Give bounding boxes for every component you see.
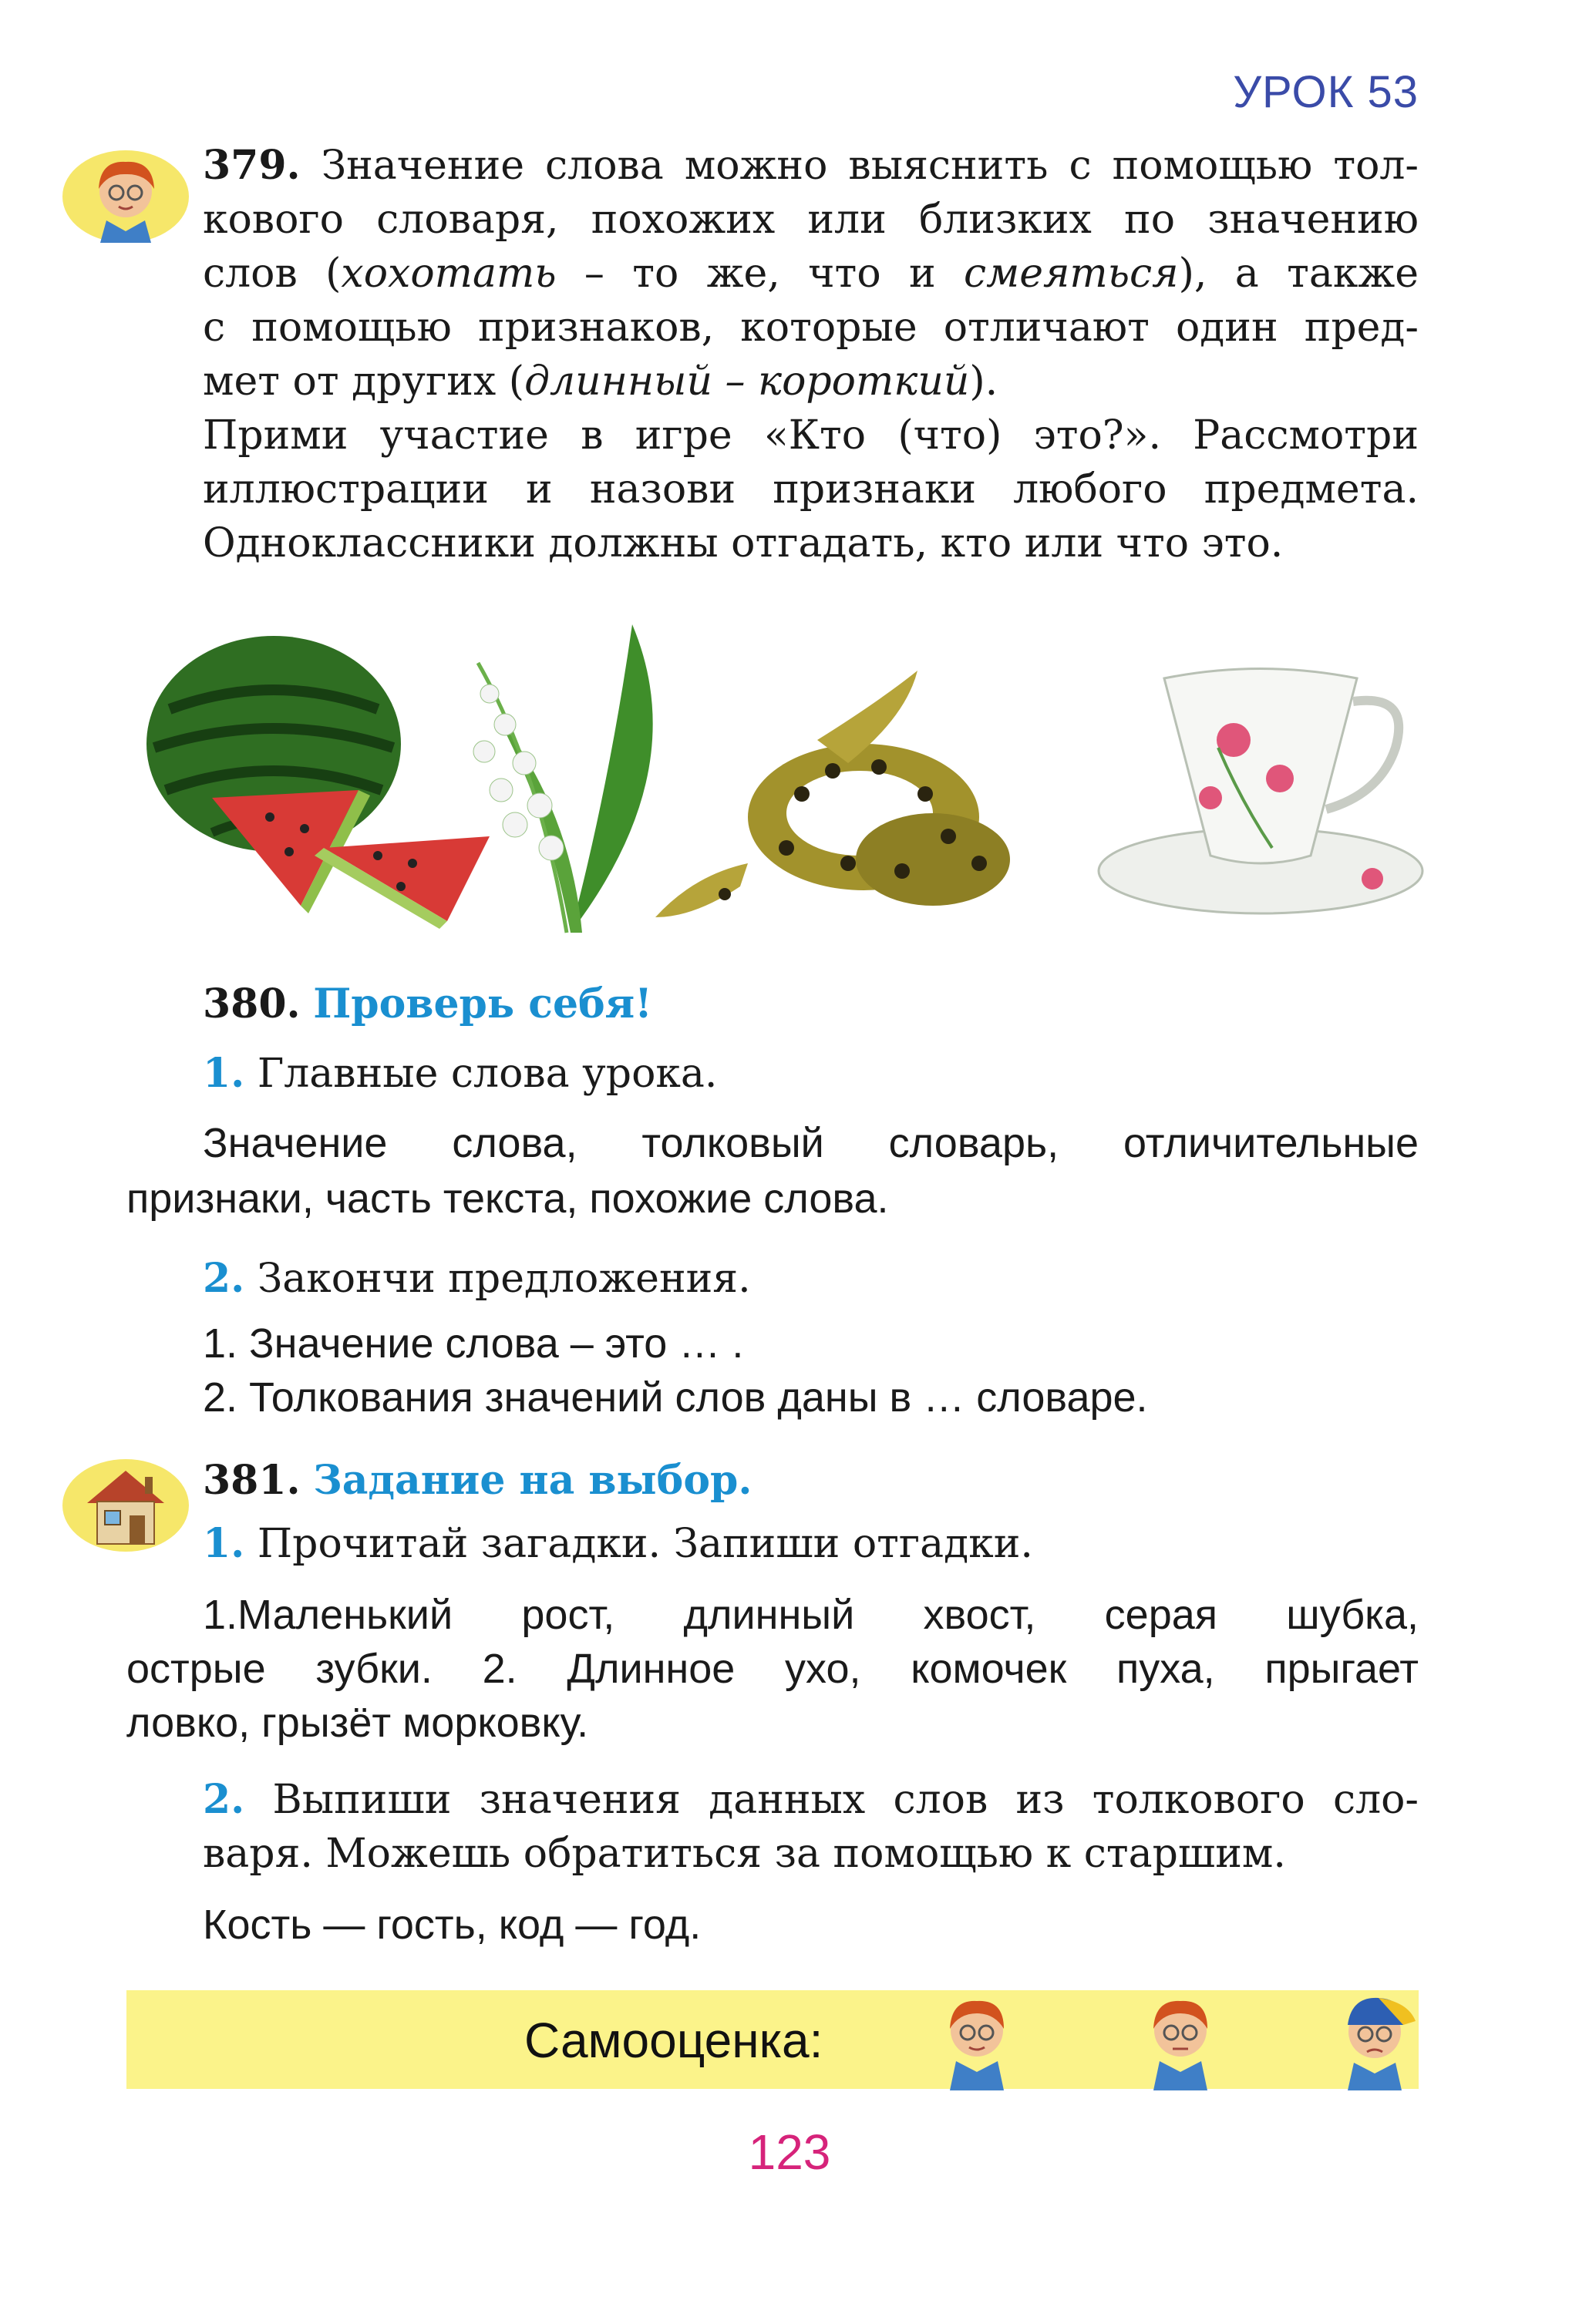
ex379-line-2: кового словаря, похожих или близких по значению (203, 197, 1419, 243)
ex381-task2-line-1: 2. Выпиши значения данных слов из толкового сло- (203, 1776, 1419, 1823)
boy-character-icon (60, 146, 191, 247)
boy-face-icon[interactable] (934, 1990, 1019, 2090)
ex379-line-1: 379. Значение слова можно выяснить с помощью тол- (203, 142, 1419, 189)
ex379-line-5: мет от других (длинный – короткий). (203, 358, 998, 405)
boy-with-cap-icon[interactable] (1332, 1990, 1417, 2090)
ex379-line-4: с помощью признаков, которые отличают один пред- (203, 304, 1419, 351)
ex379-line-3: слов (хохотать – то же, что и смеяться), а также (203, 251, 1419, 297)
lesson-title: УРОК 53 (1233, 67, 1419, 117)
ex379-number: 379. (203, 142, 301, 189)
self-assessment-label: Самооценка: (524, 2013, 823, 2068)
ex381-riddle-line-2: острые зубки. 2. Длинное ухо, комочек пуха, прыгает (126, 1646, 1419, 1692)
ex379-line-7: иллюстрации и назови признаки любого предмета. (203, 466, 1419, 513)
boy-face-icon[interactable] (1138, 1990, 1223, 2090)
house-icon (60, 1455, 191, 1555)
ex379-line-6: Прими участие в игре «Кто (что) это?». Рассмотри (203, 412, 1419, 459)
watermelon-image (146, 636, 490, 929)
ex380-number: 380. (203, 980, 301, 1027)
ex380-words-line-2: признаки, часть текста, похожие слова. (126, 1175, 889, 1222)
ex379-line-8: Одноклассники должны отгадать, кто или что это. (203, 520, 1284, 567)
ex380-words-line-1: Значение слова, толковый словарь, отличительные (203, 1120, 1419, 1166)
ex381-words: Кость — гость, код — год. (203, 1902, 702, 1948)
illustrations-strip (139, 617, 1434, 940)
ex381-task1: 1. Прочитай загадки. Запиши отгадки. (203, 1520, 1033, 1567)
ex380-sentence-1: 1. Значение слова – это … . (203, 1320, 744, 1367)
ex381-heading (203, 1454, 1419, 1508)
page-number: 123 (748, 2124, 831, 2180)
ex381-riddle-line-3: ловко, грызёт морковку. (126, 1700, 589, 1746)
ex381-number: 381. (203, 1457, 301, 1504)
ex381-task2-line-2: варя. Можешь обратиться за помощью к старшим. (203, 1831, 1286, 1877)
ex380-sentence-2: 2. Толкования значений слов даны в … словаре. (203, 1374, 1148, 1421)
ex380-task1: 1. Главные слова урока. (203, 1050, 718, 1097)
ex380-title: Проверь себя! (313, 980, 652, 1027)
snake-image (655, 671, 1010, 917)
ex380-heading (203, 977, 1419, 1031)
ex380-task2: 2. Закончи предложения. (203, 1255, 751, 1302)
ex381-title: Задание на выбор. (313, 1457, 752, 1504)
ex381-riddle-line-1: 1.Маленький рост, длинный хвост, серая шубка, (203, 1592, 1419, 1638)
lily-of-the-valley-image (473, 624, 653, 933)
teacup-image (1099, 669, 1422, 914)
